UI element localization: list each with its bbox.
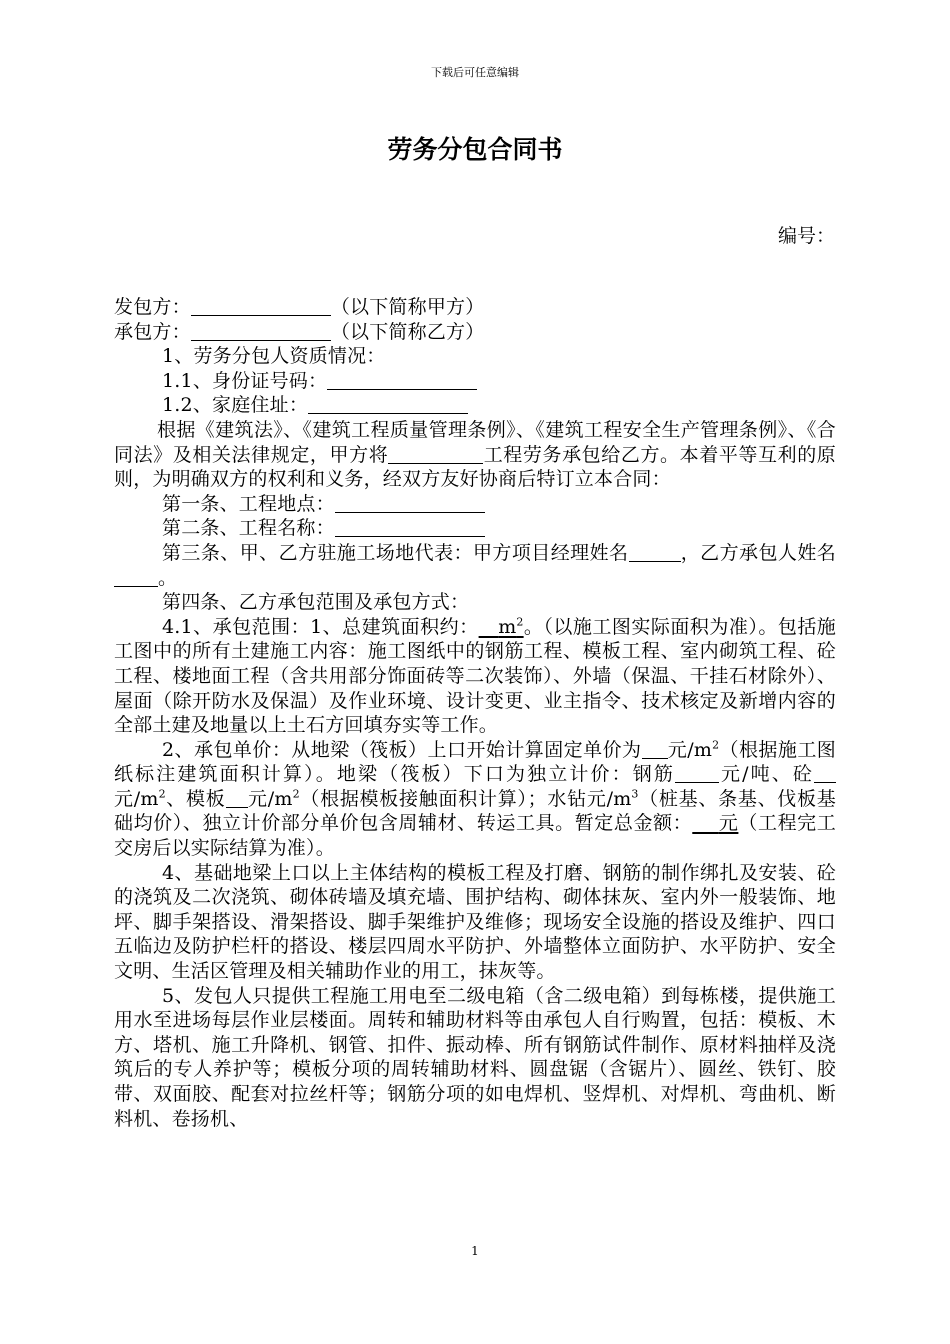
clause-2-text-b: 元/m (667, 738, 713, 761)
article-1-line (114, 492, 836, 517)
unit-price-blank[interactable] (642, 739, 668, 759)
header-note: 下载后可任意编辑 (431, 66, 519, 79)
project-location-blank[interactable] (335, 493, 485, 513)
contractor-blank[interactable] (191, 321, 331, 341)
article-3-text-b: ，乙方承包人姓名 (680, 541, 836, 564)
rebar-price-blank[interactable] (675, 763, 719, 783)
clause-4-1-paragraph (114, 615, 836, 738)
manager-name-blank[interactable] (629, 542, 681, 562)
employer-label: 发包方： (114, 296, 191, 318)
concrete-price-blank[interactable] (814, 763, 836, 783)
intro-text-b: 工程劳务承包给乙方。本着平等互利的原则，为明确双方的权利和义务，经双方友好协商后特订立本合同： (114, 443, 836, 491)
article-3-text-c: 。 (158, 566, 178, 589)
clause-2-text-g: 元/m (247, 787, 293, 810)
serial-number-label: 编号： (778, 225, 836, 247)
home-address-line (114, 393, 836, 418)
id-number-blank[interactable] (327, 370, 477, 390)
contractor-line (114, 320, 836, 345)
page-number: 1 (471, 1244, 479, 1258)
article-1-label: 第一条、工程地点： (162, 492, 335, 515)
article-2-line (114, 516, 836, 541)
project-name-blank[interactable] (388, 444, 483, 464)
employer-line (114, 295, 836, 320)
clause-2-paragraph: 2、承包单价：从地梁（筏板）上口开始计算固定单价为 元$/m^2$（根据施工图纸标注建筑面积计算）。地梁（筏板）下口为独立计价：钢筋 元/吨、砼元$/m^2$、模板 元$/m^2$（根据模板接触面积计算）；水钻元$/m^3$（桩基、条基、伐板基础均价）、独立计价部分单价包含周辅材、转运工具。暂定总金额： 元（工程完工交房后以实际结算为准）。 (114, 738, 837, 860)
intro-text-a: 根据《建筑法》、《建筑工程质量管理条例》、《建筑工程安全生产管理条例》、《合同法》及相关法律规定，甲方将 (114, 418, 836, 466)
clause-2-text-f: 、模板 (165, 787, 226, 810)
clause-4-1-text-b: 。（以施工图实际面积为准）。包括施工图中的所有土建施工内容：施工图纸中的钢筋工程、模板工程、室内砌筑工程、砼工程、楼地面工程（含共用部分饰面砖等二次装饰）、外墙（保温、干挂石材除外）、屋面（除开防水及保温）及作业环境、设计变更、业主指令、技术核定及新增内容的全部土建及地量以上土石方回填夯实等工作。 (114, 615, 837, 737)
clause-2-text-d: 元/吨、砼 (719, 763, 814, 786)
home-address-blank[interactable] (308, 394, 468, 414)
contractor-suffix: （以下简称乙方） (330, 320, 485, 343)
section-1-title: 1、劳务分包人资质情况： (162, 345, 386, 368)
id-number-line (114, 369, 836, 394)
clause-5-paragraph: 5、发包人只提供工程施工用电至二级电箱（含二级电箱）到每栋楼，提供施工用水至进场每层作业层楼面。周转和辅助材料等由承包人自行购置，包括：模板、木方、塔机、施工升降机、钢管、扣件、振动棒、所有钢筋试件制作、原材料抽样及浇筑后的专人养护等；模板分项的周转辅助材料、圆盘锯（含锯片）、圆丝、铁钉、胶带、双面胶、配套对拉丝杆等；钢筋分项的如电焊机、竖焊机、对焊机、弯曲机、断料机、卷扬机、 (114, 984, 836, 1130)
home-address-label: 1.2、家庭住址： (162, 394, 309, 417)
clause-2-text-a: 2、承包单价：从地梁（筏板）上口开始计算固定单价为 (162, 738, 642, 761)
total-amount-blank[interactable]: 元 (718, 812, 739, 835)
article-2-label: 第二条、工程名称： (162, 517, 335, 540)
employer-suffix: （以下简称甲方） (330, 296, 485, 318)
contractor-name-blank[interactable] (114, 567, 158, 587)
article-3-paragraph (114, 541, 836, 590)
clause-2-text-c: （根据施工图纸标注建筑面积计算）。地梁（筏板）下口为独立计价：钢筋 (114, 738, 837, 786)
clause-2-text-k: （工程完工交房后以实际结算为准）。 (114, 812, 836, 860)
document-title: 劳务分包合同书 (387, 135, 563, 164)
clause-2-text-e: 元/m (114, 787, 159, 810)
clause-4-paragraph: 4、基础地梁上口以上主体结构的模板工程及打磨、钢筋的制作绑扎及安装、砼的浇筑及二次浇筑、砌体砖墙及填充墙、围护结构、砌体抹灰、室内外一般装饰、地坪、脚手架搭设、滑架搭设、脚手架维护及维修；现场安全设施的搭设及维护、四口五临边及防护栏杆的搭设、楼层四周水平防护、外墙整体立面防护、水平防护、安全文明、生活区管理及相关辅助作业的用工，抹灰等。 (114, 861, 836, 983)
clause-2-text-i: （桩基、条基、伐板基础均价）、独立计价部分单价包含周辅材、转运工具。暂定总金额： (114, 787, 836, 835)
intro-paragraph (114, 418, 836, 492)
article-3-text-a: 第三条、甲、乙方驻施工场地代表：甲方项目经理姓名 (162, 541, 629, 564)
formwork-price-blank[interactable] (226, 788, 248, 808)
project-title-blank[interactable] (335, 517, 485, 537)
clause-2-text-h: （根据模板接触面积计算）；水钻元/m (299, 787, 632, 810)
article-4-title: 第四条、乙方承包范围及承包方式： (162, 591, 470, 614)
id-number-label: 1.1、身份证号码： (162, 369, 328, 392)
clause-4-1-text-a: 4.1、承包范围：1、总建筑面积约： (162, 615, 479, 638)
area-blank[interactable]: $m^2$ (498, 615, 524, 638)
contractor-label: 承包方： (114, 320, 191, 343)
contract-body (114, 295, 836, 1131)
employer-blank[interactable] (191, 296, 331, 316)
